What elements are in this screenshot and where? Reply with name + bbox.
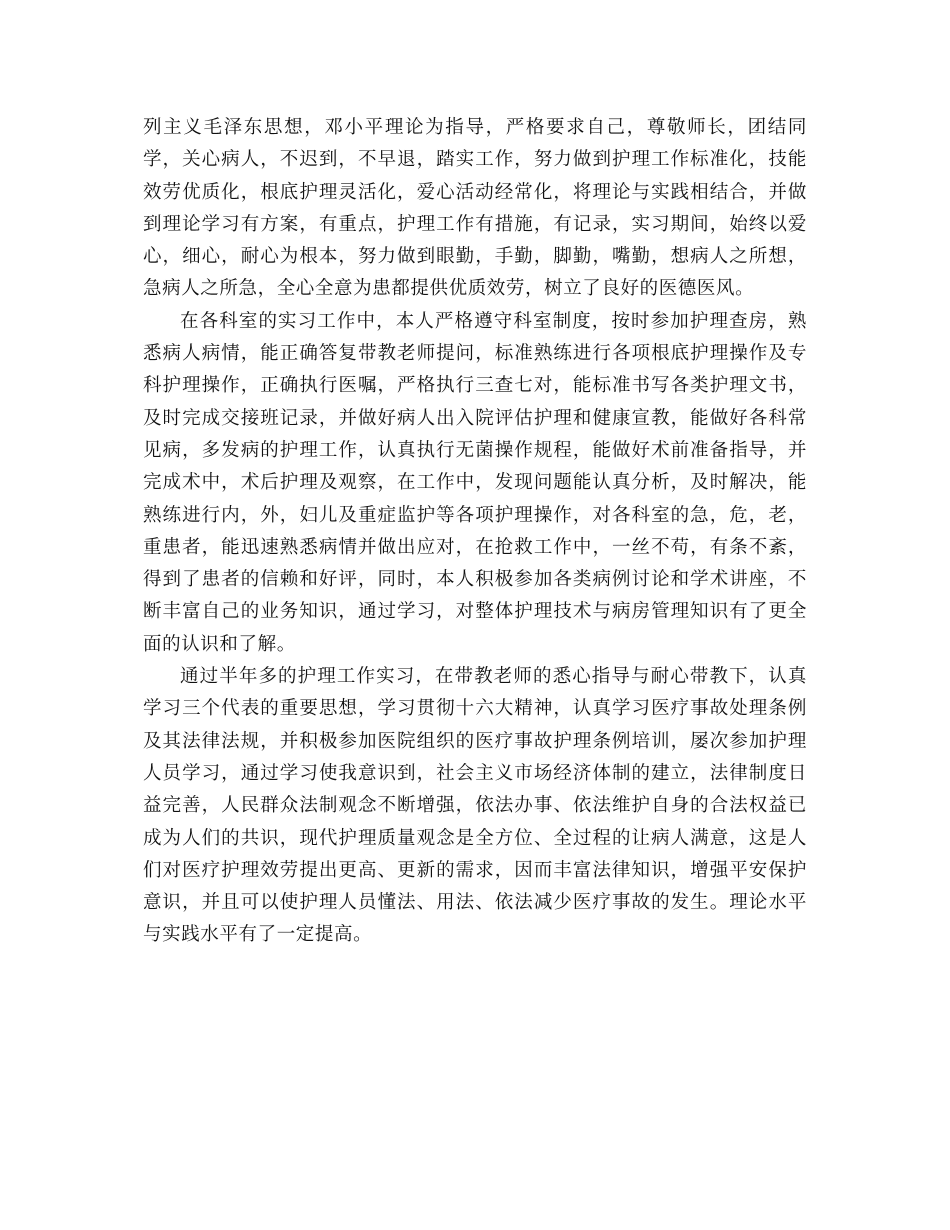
document-body bbox=[143, 112, 807, 952]
paragraph-2: 在各科室的实习工作中，本人严格遵守科室制度，按时参加护理查房，熟悉病人病情，能正确答复带教老师提问，标准熟练进行各项根底护理操作及专科护理操作，正确执行医嘱，严格执行三查七对，能标准书写各类护理文书，及时完成交接班记录，并做好病人出入院评估护理和健康宣教，能做好各科常见病，多发病的护理工作，认真执行无菌操作规程，能做好术前准备指导，并完成术中，术后护理及观察，在工作中，发现问题能认真分析，及时解决，能熟练进行内，外，妇儿及重症监护等各项护理操作，对各科室的急，危，老，重患者，能迅速熟悉病情并做出应对，在抢救工作中，一丝不苟，有条不紊，得到了患者的信赖和好评，同时，本人积极参加各类病例讨论和学术讲座，不断丰富自己的业务知识，通过学习，对整体护理技术与病房管理知识有了更全面的认识和了解。 bbox=[143, 310, 807, 655]
paragraph-1: 列主义毛泽东思想，邓小平理论为指导，严格要求自己，尊敬师长，团结同学，关心病人，不迟到，不早退，踏实工作，努力做到护理工作标准化，技能效劳优质化，根底护理灵活化，爱心活动经常化，将理论与实践相结合，并做到理论学习有方案，有重点，护理工作有措施，有记录，实习期间，始终以爱心，细心，耐心为根本，努力做到眼勤，手勤，脚勤，嘴勤，想病人之所想，急病人之所急，全心全意为患都提供优质效劳，树立了良好的医德医风。 bbox=[143, 117, 807, 300]
paragraph-3: 通过半年多的护理工作实习，在带教老师的悉心指导与耐心带教下，认真学习三个代表的重要思想，学习贯彻十六大精神，认真学习医疗事故处理条例及其法律法规，并积极参加医院组织的医疗事故护理条例培训，屡次参加护理人员学习，通过学习使我意识到，社会主义市场经济体制的建立，法律制度日益完善，人民群众法制观念不断增强，依法办事、依法维护自身的合法权益已成为人们的共识，现代护理质量观念是全方位、全过程的让病人满意，这是人们对医疗护理效劳提出更高、更新的需求，因而丰富法律知识，增强平安保护意识，并且可以使护理人员懂法、用法、依法减少医疗事故的发生。理论水平与实践水平有了一定提高。 bbox=[143, 666, 807, 946]
